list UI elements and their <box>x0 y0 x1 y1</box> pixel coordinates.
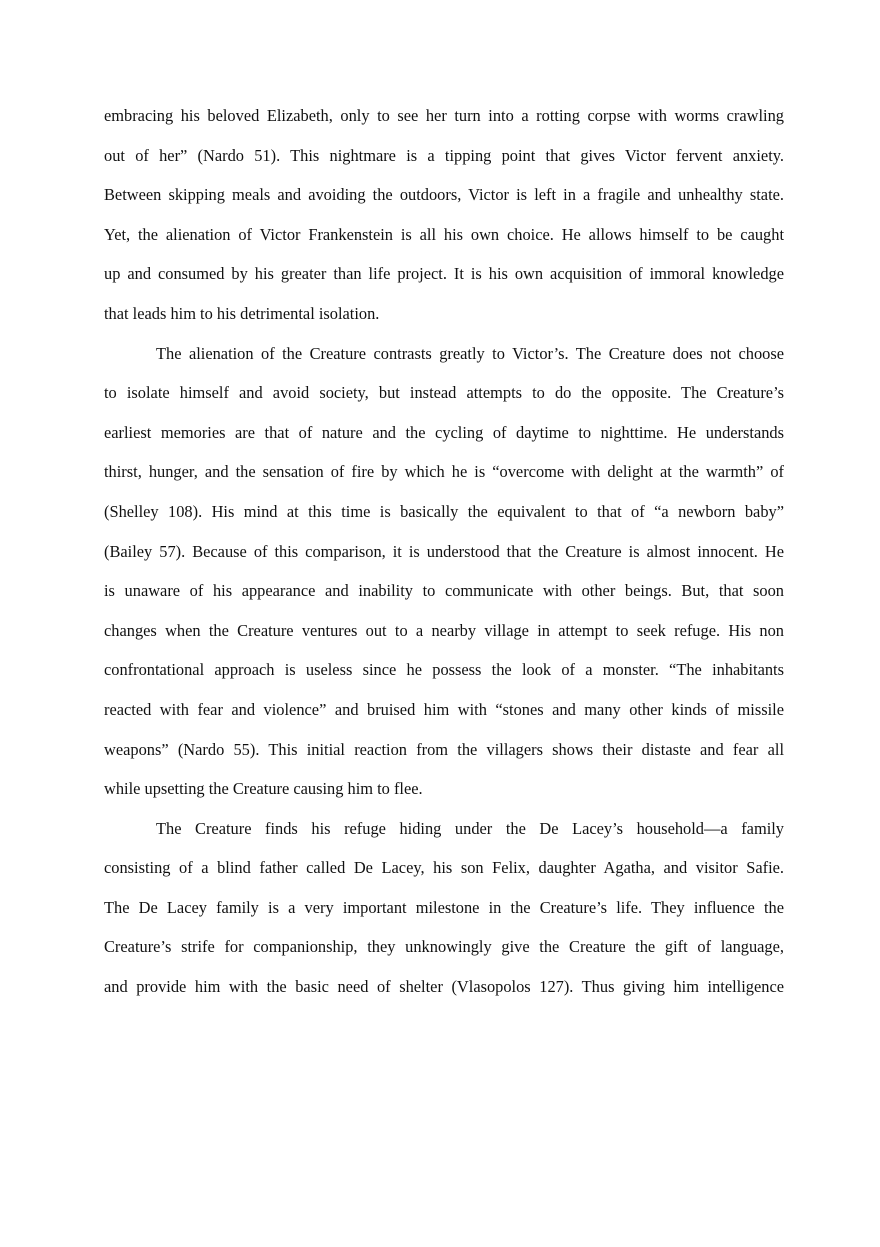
text-line: The De Lacey family is a very important milestone in the Creature’s life. They influence the <box>104 897 784 917</box>
text-line: reacted with fear and violence” and bruised him with “stones and many other kinds of missile <box>104 699 784 719</box>
text-line: The Creature finds his refuge hiding under the De Lacey’s household—a family <box>156 818 784 838</box>
text-line: changes when the Creature ventures out to a nearby village in attempt to seek refuge. His non <box>104 620 784 640</box>
text-line: (Bailey 57). Because of this comparison, it is understood that the Creature is almost innocent. He <box>104 541 784 561</box>
text-line: thirst, hunger, and the sensation of fire by which he is “overcome with delight at the warmth” of <box>104 462 784 482</box>
text-line: confrontational approach is useless since he possess the look of a monster. “The inhabitants <box>104 660 784 680</box>
text-line: consisting of a blind father called De Lacey, his son Felix, daughter Agatha, and visitor Safie. <box>104 858 784 878</box>
text-line: weapons” (Nardo 55). This initial reaction from the villagers shows their distaste and fear all <box>104 739 784 759</box>
text-line: up and consumed by his greater than life project. It is his own acquisition of immoral knowledge <box>104 264 784 284</box>
text-line: (Shelley 108). His mind at this time is basically the equivalent to that of “a newborn baby” <box>104 501 784 521</box>
text-line: to isolate himself and avoid society, but instead attempts to do the opposite. The Creature’s <box>104 383 784 403</box>
text-line: Yet, the alienation of Victor Frankenstein is all his own choice. He allows himself to be caught <box>104 224 784 244</box>
text-line: Between skipping meals and avoiding the outdoors, Victor is left in a fragile and unhealthy state. <box>104 185 784 205</box>
body-text <box>104 102 784 1013</box>
text-line: out of her” (Nardo 51). This nightmare is a tipping point that gives Victor fervent anxiety. <box>104 145 784 165</box>
text-line: is unaware of his appearance and inability to communicate with other beings. But, that soon <box>104 581 784 601</box>
text-line: earliest memories are that of nature and the cycling of daytime to nighttime. He understands <box>104 422 784 442</box>
text-line: while upsetting the Creature causing him to flee. <box>104 779 423 799</box>
text-line: The alienation of the Creature contrasts greatly to Victor’s. The Creature does not choose <box>156 343 784 363</box>
text-line: and provide him with the basic need of shelter (Vlasopolos 127). Thus giving him intelligence <box>104 977 784 997</box>
text-line: embracing his beloved Elizabeth, only to see her turn into a rotting corpse with worms crawling <box>104 106 784 125</box>
text-line: that leads him to his detrimental isolation. <box>104 303 380 323</box>
text-line: Creature’s strife for companionship, they unknowingly give the Creature the gift of language, <box>104 937 784 957</box>
